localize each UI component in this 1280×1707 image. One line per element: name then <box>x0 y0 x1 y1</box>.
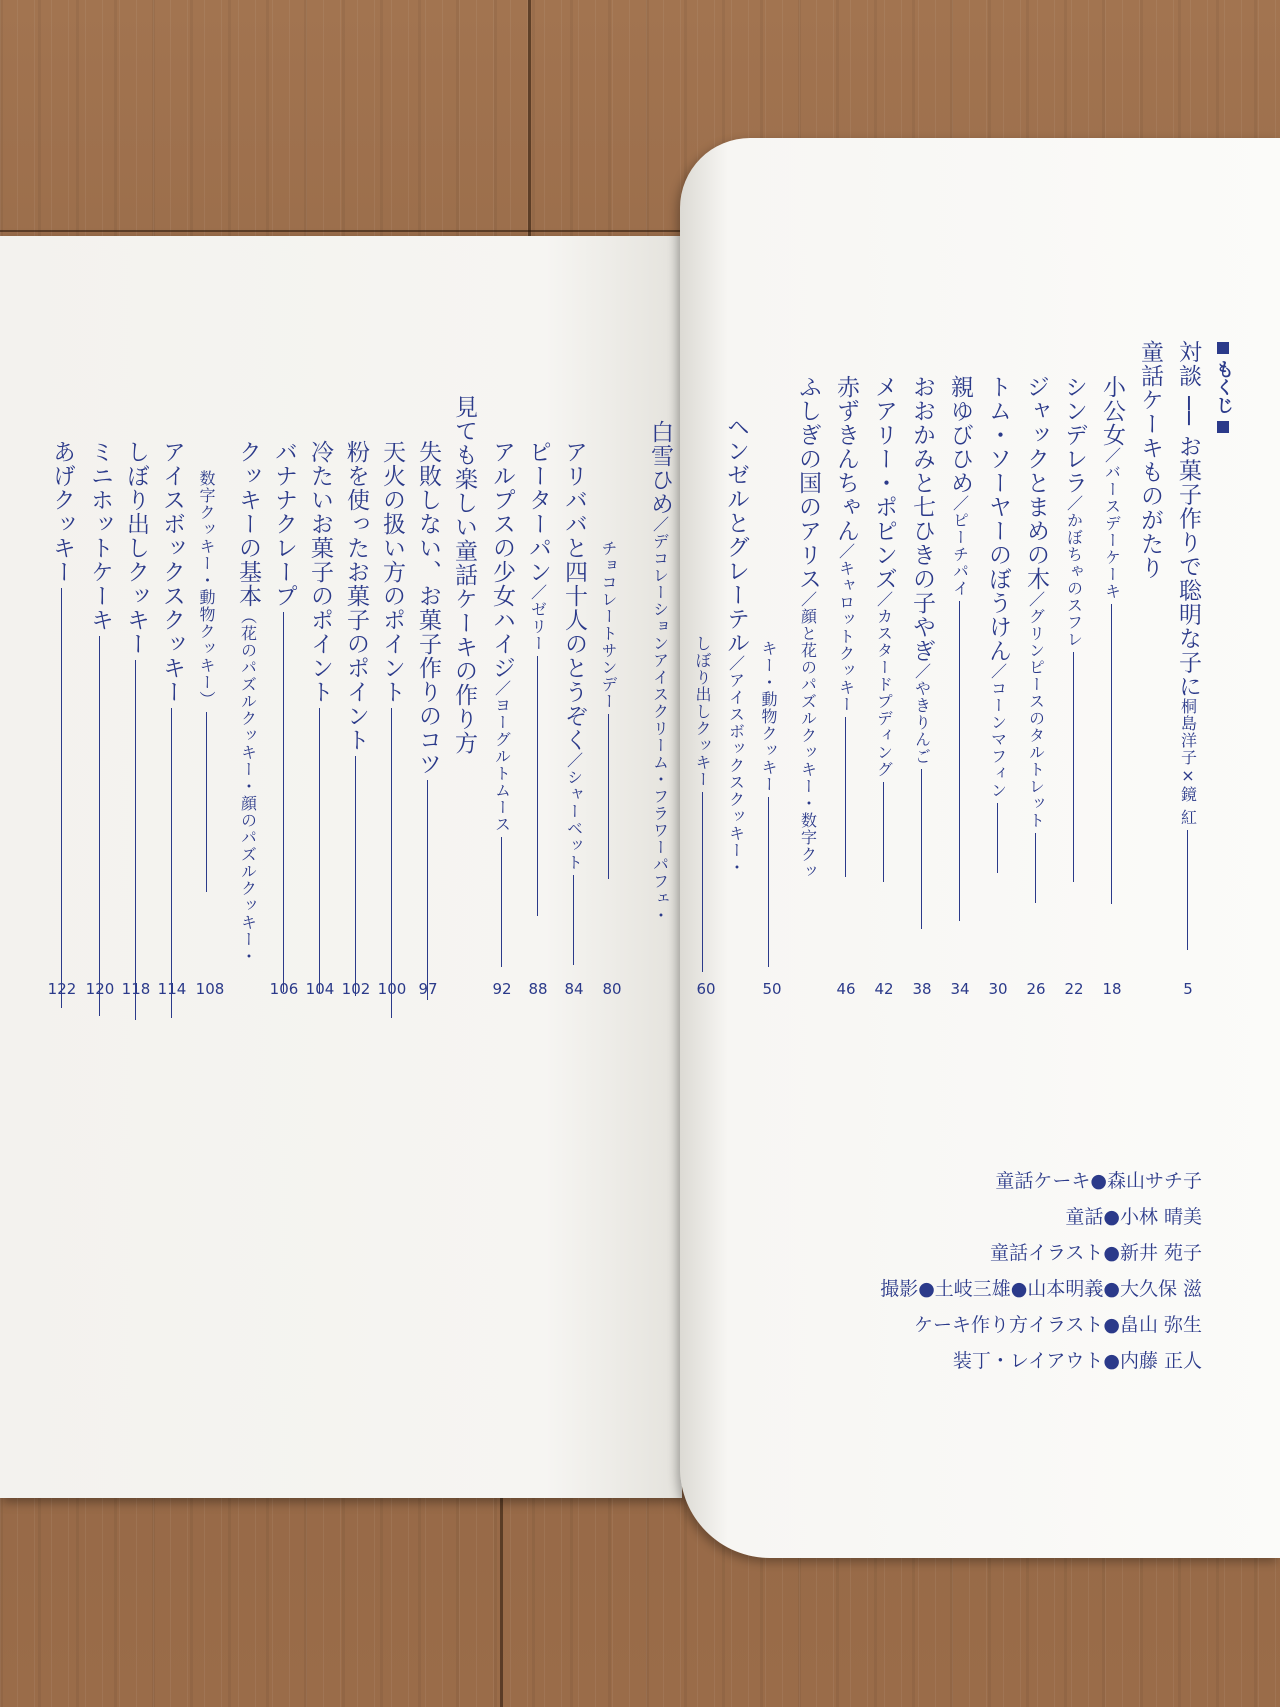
page-number: 102 <box>341 980 371 998</box>
toc-entry-subtitle: ／顔と花のパズルクッキー・数字クッ <box>798 591 818 880</box>
square-bullet-icon <box>1217 421 1229 433</box>
toc-entry <box>380 440 403 1022</box>
toc-entry-title: アリババと四十人のとうぞく <box>561 440 587 752</box>
toc-entry <box>50 440 73 1012</box>
page-number: 114 <box>157 980 187 998</box>
toc-entry-subtitle: キー・動物クッキー <box>759 640 778 793</box>
page-number: 97 <box>418 980 438 998</box>
toc-entry <box>872 375 895 886</box>
leader-line <box>883 782 884 882</box>
leader-line <box>608 714 609 879</box>
leader-line <box>61 588 62 1008</box>
page-number: 34 <box>950 980 970 998</box>
leader-line <box>768 797 769 967</box>
toc-entry-title: クッキーの基本 <box>235 440 261 608</box>
page-number: 38 <box>912 980 932 998</box>
page-number: 50 <box>762 980 782 998</box>
toc-entry-title: 小公女 <box>1099 375 1125 447</box>
toc-entry <box>948 375 971 925</box>
page-number: 92 <box>492 980 512 998</box>
leader-line <box>997 803 998 873</box>
toc-entry-subtitle: ／アイスボックスクッキー・ <box>726 655 746 876</box>
page-number: 118 <box>121 980 151 998</box>
toc-entry <box>724 415 747 876</box>
toc-entry-subtitle: しぼり出しクッキー <box>693 635 712 788</box>
toc-entry-title: あげクッキー <box>49 440 75 584</box>
page-number: 26 <box>1026 980 1046 998</box>
credit-line: 装丁・レイアウト●内藤 正人 <box>952 1350 1202 1372</box>
page-number: 100 <box>377 980 407 998</box>
toc-entry <box>1100 375 1123 908</box>
square-bullet-icon <box>1217 342 1229 354</box>
leader-line <box>99 636 100 1016</box>
toc-entry-subtitle: ／キャロットクッキー <box>836 543 856 713</box>
leader-line <box>1073 652 1074 882</box>
toc-entry <box>272 440 295 996</box>
toc-entry-title: 赤ずきんちゃん <box>833 375 859 543</box>
toc-entry-title: ミニホットケーキ <box>87 440 113 632</box>
toc-entry <box>910 375 933 933</box>
page-number: 104 <box>305 980 335 998</box>
toc-entry <box>452 395 475 755</box>
page-number: 5 <box>1183 980 1193 998</box>
toc-entry-title: 粉を使ったお菓子のポイント <box>343 440 369 752</box>
toc-entry-subtitle: チョコレートサンデー <box>599 540 618 710</box>
toc-entry <box>198 470 214 896</box>
toc-entry-subtitle: ／やきりんご <box>912 663 932 765</box>
toc-entry-title: メアリー・ポピンズ <box>871 375 897 591</box>
page-number: 106 <box>269 980 299 998</box>
credit-line: 童話●小林 晴美 <box>1065 1206 1202 1228</box>
toc-entry-subtitle: ／ヨーグルトムース <box>492 680 512 833</box>
page-number: 120 <box>85 980 115 998</box>
toc-entry-title: しぼり出しクッキー <box>123 440 149 656</box>
leader-line <box>845 717 846 877</box>
leader-line <box>171 708 172 1018</box>
page-number: 18 <box>1102 980 1122 998</box>
toc-entry <box>694 635 710 976</box>
toc-entry-title: ヘンゼルとグレーテル <box>723 415 749 655</box>
credit-line: 童話イラスト●新井 苑子 <box>989 1242 1202 1264</box>
toc-entry-subtitle: ／ゼリー <box>528 584 548 652</box>
toc-entry <box>88 440 111 1020</box>
toc-entry <box>562 440 585 969</box>
leader-line <box>921 769 922 929</box>
wood-plank-seam <box>0 230 682 232</box>
toc-entry-title: アルプスの少女ハイジ <box>489 440 515 680</box>
toc-entry-subtitle: ／カスタードプディング <box>874 591 894 778</box>
contents-header-label: もくじ <box>1213 360 1234 415</box>
page-number: 60 <box>696 980 716 998</box>
contents-header <box>1210 342 1236 433</box>
toc-entry-subtitle: ／シャーベット <box>564 752 584 871</box>
wood-plank-seam <box>500 1498 503 1707</box>
leader-line <box>135 660 136 1020</box>
page-number: 80 <box>602 980 622 998</box>
toc-entry <box>1024 375 1047 907</box>
toc-entry <box>760 640 776 971</box>
leader-line <box>959 601 960 921</box>
toc-entry <box>124 440 147 1024</box>
leader-line <box>319 708 320 993</box>
credit-line: 撮影●土岐三雄●山本明義●大久保 滋 <box>880 1278 1202 1300</box>
leader-line <box>355 756 356 996</box>
credit-line: ケーキ作り方イラスト●畠山 弥生 <box>913 1314 1202 1336</box>
leader-line <box>1187 830 1188 950</box>
leader-line <box>1111 604 1112 904</box>
toc-entry-subtitle: ／グリンピースのタルトレット <box>1026 591 1046 829</box>
toc-entry <box>796 375 819 880</box>
credit-line: 童話ケーキ●森山サチ子 <box>995 1170 1202 1192</box>
page-number: 108 <box>195 980 225 998</box>
page-number: 46 <box>836 980 856 998</box>
toc-entry-title: ジャックとまめの木 <box>1023 375 1049 591</box>
page-number: 30 <box>988 980 1008 998</box>
wood-plank-seam <box>528 0 531 236</box>
leader-line <box>573 875 574 965</box>
leader-line <box>283 612 284 992</box>
toc-entry <box>1176 340 1199 954</box>
toc-entry <box>648 420 671 924</box>
toc-entry <box>526 440 549 920</box>
toc-entry-title: シンデレラ <box>1061 375 1087 495</box>
toc-entry-title: 親ゆびひめ <box>947 375 973 495</box>
toc-entry <box>490 440 513 971</box>
toc-entry-subtitle: ／コーンマフィン <box>988 663 1008 799</box>
leader-line <box>391 708 392 1018</box>
toc-entry <box>1138 340 1161 580</box>
toc-entry <box>160 440 183 1022</box>
leader-line <box>1035 833 1036 903</box>
toc-entry <box>416 440 439 1004</box>
leader-line <box>206 712 207 892</box>
toc-entry-title: アイスボックスクッキー <box>159 440 185 704</box>
toc-entry-subtitle: ／デコレーションアイスクリーム・フラワーパフェ・ <box>650 516 670 924</box>
toc-entry-title: トム・ソーヤーのぼうけん <box>985 375 1011 663</box>
toc-entry <box>986 375 1009 877</box>
page-number: 88 <box>528 980 548 998</box>
toc-entry-title: ピーターパン <box>525 440 551 584</box>
toc-entry-title: 見ても楽しい童話ケーキの作り方 <box>451 395 477 755</box>
toc-entry-title: バナナクレープ <box>271 440 297 608</box>
toc-entry-title: 天火の扱い方のポイント <box>379 440 405 704</box>
page-number: 22 <box>1064 980 1084 998</box>
toc-entry-subtitle: ／かぼちゃのスフレ <box>1064 495 1084 648</box>
page-number: 122 <box>47 980 77 998</box>
page-number: 84 <box>564 980 584 998</box>
leader-line <box>427 780 428 1000</box>
toc-entry-title: 冷たいお菓子のポイント <box>307 440 333 704</box>
toc-entry <box>344 440 367 1000</box>
page-number: 42 <box>874 980 894 998</box>
leader-line <box>702 792 703 972</box>
toc-entry-subtitle: 数字クッキー・動物クッキー） <box>197 470 216 708</box>
toc-entry <box>1062 375 1085 886</box>
toc-entry-title: ふしぎの国のアリス <box>795 375 821 591</box>
toc-entry <box>236 440 259 965</box>
toc-entry-subtitle: 桐島洋子×鏡 紅 <box>1178 698 1198 827</box>
toc-entry <box>834 375 857 881</box>
toc-entry-subtitle: ／バースデーケーキ <box>1102 447 1122 600</box>
leader-line <box>537 656 538 916</box>
toc-entry-title: おおかみと七ひきの子やぎ <box>909 375 935 663</box>
toc-entry-title: 対談 ── お菓子作りで聡明な子に <box>1175 340 1201 699</box>
toc-entry-subtitle: （花のパズルクッキー・顔のパズルクッキー・ <box>238 608 258 965</box>
toc-entry-subtitle: ／ピーチパイ <box>950 495 970 597</box>
toc-entry-title: 白雪ひめ <box>647 420 673 516</box>
toc-entry-title: 失敗しない、お菓子作りのコツ <box>415 440 441 776</box>
toc-entry <box>308 440 331 997</box>
toc-entry-title: 童話ケーキものがたり <box>1137 340 1163 580</box>
leader-line <box>501 837 502 967</box>
toc-entry <box>600 540 616 883</box>
